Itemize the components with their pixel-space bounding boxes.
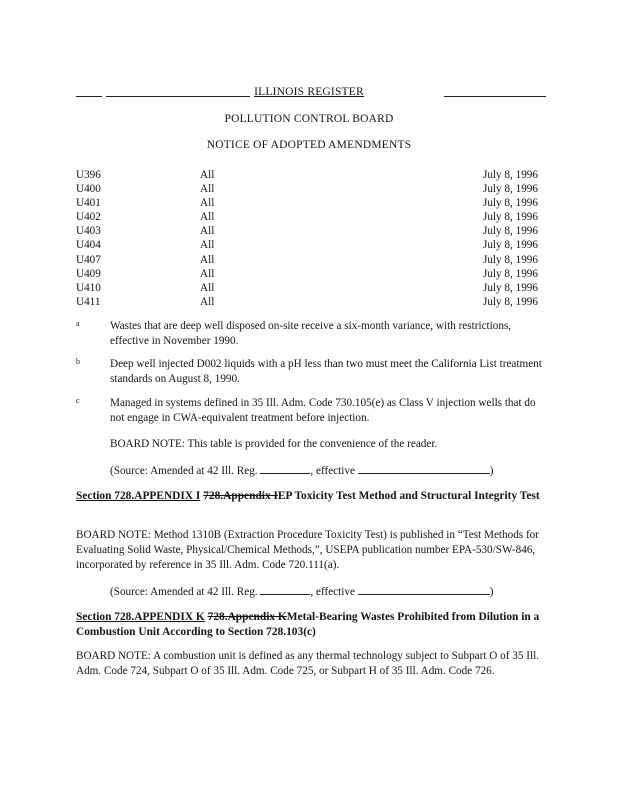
footnote-text: Managed in systems defined in 35 Ill. Adm. Code 730.105(e) as Class V injection wells that do not engage in CWA-equivalent treatment before injection. [110,397,536,424]
footnote-a [76,319,546,349]
footnote-b [76,357,546,387]
table-row: U402 All July 8, 1996 [76,211,538,224]
section-appendix-i-heading [76,489,546,504]
register-page-blank [260,583,310,595]
register-title: ILLINOIS REGISTER [0,86,618,98]
footnote-mark: a [76,319,80,328]
board-note-combustion: BOARD NOTE: A combustion unit is defined as any thermal technology subject to Subpart O of 35 Ill. Adm. Code 724, Subpart O of 35 Ill. Adm. Code 725, or Subpart H of 35 Ill. Adm. Code 726. [76,650,539,677]
source-line-1: (Source: Amended at 42 Ill. Reg. , effective ) [110,462,493,479]
board-note-table: BOARD NOTE: This table is provided for the convenience of the reader. [110,438,438,450]
source-line-2: (Source: Amended at 42 Ill. Reg. , effective ) [110,583,493,600]
section-old-number: 728.Appendix K [207,611,287,623]
table-row: U400 All July 8, 1996 [76,183,538,196]
table-row: U409 All July 8, 1996 [76,267,538,280]
notice-title: NOTICE OF ADOPTED AMENDMENTS [206,139,412,151]
board-note-method: BOARD NOTE: Method 1310B (Extraction Procedure Toxicity Test) is published in “Test Methods for Evaluating Solid Waste, Physical/Chemical Methods,”, USEPA publication number EPA-530/SW-846, incorporated by reference in 35 Ill. Adm. Code 720.111(a). [76,529,540,571]
table-row: U401 All July 8, 1996 [76,197,538,210]
register-page-blank [260,462,310,474]
waste-code-table [76,168,538,309]
effective-date-blank [358,462,490,474]
table-row: U404 All July 8, 1996 [76,239,538,252]
table-row: U410 All July 8, 1996 [76,281,538,294]
section-appendix-k-heading [76,610,546,640]
table-row: U396 All July 8, 1996 [76,169,538,181]
agency-title: POLLUTION CONTROL BOARD [224,113,394,125]
section-new-number: Section 728.APPENDIX I [76,490,201,502]
footnote-text: Deep well injected D002 liquids with a pH less than two must meet the California List treatment standards on August 8, 1990. [110,358,542,385]
section-old-number: 728.Appendix I [203,490,278,502]
effective-date-blank [358,583,490,595]
footnote-text: Wastes that are deep well disposed on-site receive a six-month variance, with restrictions, effective in November 1990. [110,320,512,347]
section-title: EP Toxicity Test Method and Structural Integrity Test [277,490,540,502]
table-row: U411 All July 8, 1996 [76,295,538,308]
section-new-number: Section 728.APPENDIX K [76,611,205,623]
footnote-c [76,396,546,426]
section-title: Metal-Bearing Wastes Prohibited from Dilution in a Combustion Unit According to Section 728.103(c) [76,611,540,638]
table-row: U407 All July 8, 1996 [76,253,538,266]
table-row: U403 All July 8, 1996 [76,225,538,238]
footnote-mark: c [76,396,80,405]
footnote-mark: b [76,357,80,366]
